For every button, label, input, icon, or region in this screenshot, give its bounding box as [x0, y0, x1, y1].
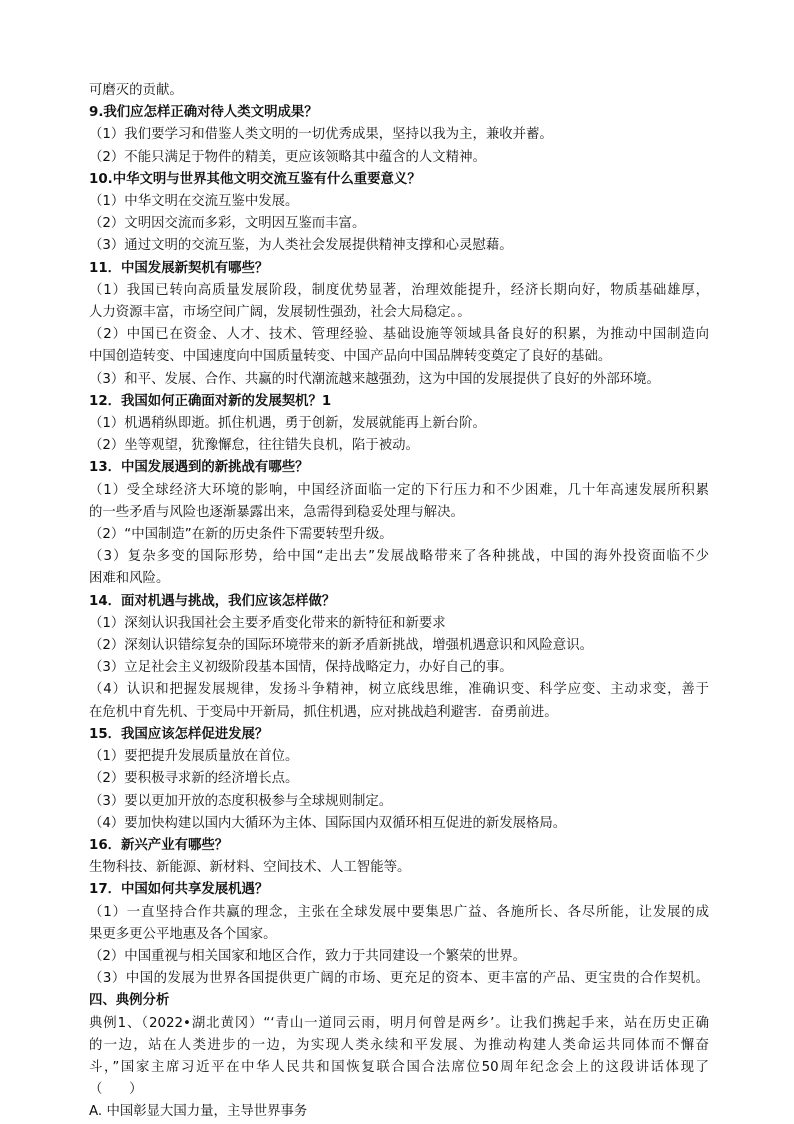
text-line: （3）和平、发展、合作、共赢的时代潮流越来越强劲，这为中国的发展提供了良好的外部环境。 — [89, 371, 660, 387]
text-line: （2）中国重视与相关国家和地区合作，致力于共同建设一个繁荣的世界。 — [89, 948, 527, 964]
text-line: （3）复杂多变的国际形势，给中国“走出去”发展战略带来了各种挑战，中国的海外投资面临不少 — [89, 549, 709, 565]
question-heading: 13．中国发展遇到的新挑战有哪些？ — [89, 460, 309, 476]
text-line: （1）机遇稍纵即逝。抓住机遇，勇于创新，发展就能再上新台阶。 — [89, 416, 486, 432]
text-line: （3）要以更加开放的态度积极参与全球规则制定。 — [89, 793, 393, 809]
text-line: （3）中国的发展为世界各国提供更广阔的市场、更充足的资本、更丰富的产品、更宝贵的合作契机。 — [89, 971, 709, 987]
text-line: 可磨灭的贡献。 — [89, 83, 183, 98]
question-heading: 10.中华文明与世界其他文明交流互鉴有什么重要意义？ — [89, 171, 421, 187]
section-title: 四、典例分析 — [89, 993, 170, 1009]
text-line: A. 中国彰显大国力量，主导世界事务 — [89, 1104, 308, 1120]
text-line: 中国创造转变、中国速度向中国质量转变、中国产品向中国品牌转变奠定了良好的基础。 — [89, 349, 612, 365]
text-line: 困难和风险。 — [89, 571, 170, 587]
question-heading: 12．我国如何正确面对新的发展契机？1 — [89, 393, 332, 409]
question-heading: 11．中国发展新契机有哪些？ — [89, 260, 269, 276]
text-line: 在危机中育先机、于变局中开新局，抓住机遇，应对挑战趋利避害．奋勇前进。 — [89, 704, 558, 720]
text-line: （4）要加快构建以国内大循环为主体、国际国内双循环相互促进的新发展格局。 — [89, 815, 567, 831]
text-line: （2）“中国制造”在新的历史条件下需要转型升级。 — [89, 527, 393, 543]
text-line: （2）要积极寻求新的经济增长点。 — [89, 771, 299, 787]
question-heading: 14．面对机遇与挑战，我们应该怎样做？ — [89, 593, 336, 609]
text-line: 的一边，站在人类进步的一边，为实现人类永续和平发展、为推动构建人类命运共同体而不懈奋 — [89, 1037, 709, 1053]
text-line: （1）一直坚持合作共赢的理念，主张在全球发展中要集思广益、各施所长、各尽所能，让发展的成 — [89, 904, 709, 920]
text-line: （3）立足社会主义初级阶段基本国情，保持战略定力，办好自己的事。 — [89, 660, 513, 676]
text-line: （2）不能只满足于物件的精美，更应该领略其中蕴含的人文精神。 — [89, 149, 486, 165]
text-line: （1）受全球经济大环境的影响，中国经济面临一定的下行压力和不少困难，几十年高速发展所积累 — [89, 482, 709, 498]
text-line: （1）深刻认识我国社会主要矛盾变化带来的新特征和新要求 — [89, 615, 446, 631]
text-line: 斗，”国家主席习近平在中华人民共和国恢复联合国合法席位50周年纪念会上的这段讲话体现了 — [89, 1059, 709, 1075]
document-page — [89, 80, 709, 1124]
question-heading: 17．中国如何共享发展机遇？ — [89, 882, 269, 898]
text-line: 的一些矛盾与风险也逐渐暴露出来，急需得到稳妥处理与解决。 — [89, 504, 464, 520]
text-line: 生物科技、新能源、新材料、空间技术、人工智能等。 — [89, 860, 411, 876]
text-line: （ ） — [89, 1082, 143, 1098]
question-heading: 16．新兴产业有哪些？ — [89, 837, 229, 853]
text-line: （2）深刻认识错综复杂的国际环境带来的新矛盾新挑战，增强机遇意识和风险意识。 — [89, 638, 593, 654]
question-heading: 9.我们应怎样正确对待人类文明成果？ — [89, 105, 318, 121]
text-line: 人力资源丰富，市场空间广阔，发展韧性强劲，社会大局稳定。。 — [89, 305, 471, 321]
text-line: （2）文明因交流而多彩，文明因互鉴而丰富。 — [89, 216, 366, 232]
text-line: （1）中华文明在交流互鉴中发展。 — [89, 194, 299, 210]
text-line: （1）我们要学习和借鉴人类文明的一切优秀成果，坚持以我为主，兼收并蓄。 — [89, 127, 553, 143]
text-line: （1）要把提升发展质量放在首位。 — [89, 749, 299, 765]
text-line: 典例1、（2022•湖北黄冈）“‘青山一道同云雨，明月何曾是两乡’。让我们携起手来，站在历史正确 — [89, 1015, 709, 1031]
text-line: 果更多更公平地惠及各个国家。 — [89, 926, 277, 942]
text-line: （3）通过文明的交流互鉴，为人类社会发展提供精神支撑和心灵慰藉。 — [89, 238, 513, 254]
question-heading: 15．我国应该怎样促进发展？ — [89, 726, 269, 742]
text-line: （1）我国已转向高质量发展阶段，制度优势显著，治理效能提升，经济长期向好，物质基础雄厚， — [89, 282, 709, 298]
text-line: （4）认识和把握发展规律，发扬斗争精神，树立底线思维，准确识变、科学应变、主动求变，善于 — [89, 682, 709, 698]
text-line: （2）坐等观望，犹豫懈怠，往往错失良机，陷于被动。 — [89, 438, 419, 454]
text-line: （2）中国已在资金、人才、技术、管理经验、基础设施等领域具备良好的积累，为推动中国制造向 — [89, 327, 709, 343]
